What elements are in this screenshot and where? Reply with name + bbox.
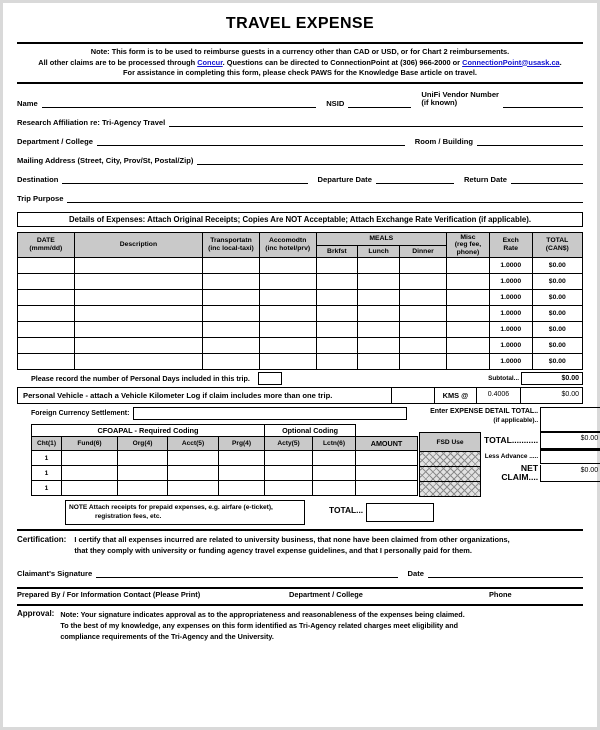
row-department-room [17,134,583,146]
nsid-label: NSID [326,98,345,108]
cell-org[interactable] [118,481,168,496]
claimant-signature-label: Claimant's Signature [17,569,93,579]
th-total-cad-line1: TOTAL [546,237,569,245]
connectionpoint-email-link[interactable]: ConnectionPoint@usask.ca [462,57,560,67]
header-note-line-1: Note: This form is to be used to reimburse guests in a currency other than CAD or USD, or for Chart 2 reimbursements. [90,47,510,56]
approval-line3: compliance requirements of the Tri-Agency and the University. [60,632,274,642]
unifi-vendor-number-label-line2: (if known) [421,98,458,108]
personal-days-label-a: Please record the number of [31,374,131,384]
cell-breakfast[interactable] [316,290,358,306]
unifi-vendor-number-input[interactable] [503,96,583,108]
row-mailing-address [17,153,583,165]
cell-accommodation[interactable] [259,338,316,354]
cell-lunch[interactable] [358,274,400,290]
personal-vehicle-text [17,387,392,404]
prepaid-total-label: TOTAL... [329,505,364,516]
cell-lunch[interactable] [358,322,400,338]
cell-org[interactable] [118,466,168,481]
total-value: $0.00 [540,432,600,449]
personal-days-label-b: included in this trip. [179,374,250,384]
cell-prg[interactable] [219,481,265,496]
nsid-input[interactable] [348,96,411,108]
expense-table-body [18,258,583,370]
th-misc-line2: (reg fee, [454,241,482,249]
header-note-line-3: For assistance in completing this form, please check PAWS for the Knowledge Base article on travel. [123,68,477,77]
expense-detail-total-bold: EXPENSE DETAIL TOTAL [449,408,535,416]
certification-section [17,535,583,556]
cell-accommodation[interactable] [259,274,316,290]
signature-date-input[interactable] [428,566,583,578]
cell-lctn[interactable] [313,451,356,466]
cell-accommodation[interactable] [259,354,316,370]
personal-vehicle-row [17,387,583,404]
th-description: Description [74,232,202,258]
prepared-by-contact-label: Prepared By / For Information Contact (Please Print) [17,590,201,600]
unifi-vendor-number-label-line1: UniFi Vendor Number [421,89,499,99]
expense-detail-total-label-line2: (if applicable).. [493,417,539,425]
certification-line2: that they comply with university or funding agency travel expense guidelines, and that I personally paid for them. [74,545,472,555]
th-amount: AMOUNT [356,437,418,451]
cell-fsd-use [420,482,481,497]
table-row[interactable] [32,481,418,496]
fsd-use-table [419,432,481,497]
cell-dinner[interactable] [399,290,446,306]
mailing-address-input[interactable] [197,153,583,165]
cell-prg[interactable] [219,466,265,481]
approval-body [60,609,464,642]
th-accommodation-line2: (inc hotel/prv) [265,245,311,253]
subtotal-value: $0.00 [521,372,583,385]
total-row [484,432,600,449]
cell-dinner[interactable] [399,274,446,290]
th-acct: Acct(5) [168,437,219,451]
cell-date[interactable] [18,258,75,274]
cell-breakfast[interactable] [316,338,358,354]
personal-vehicle-bold2: Vehicle Kilometer Log [120,391,201,401]
cell-description[interactable] [74,274,202,290]
approval-line1: Note: Your signature indicates approval as to the appropriateness and reasonableness of the expenses being claimed. [60,610,465,620]
certification-heading: Certification: [17,535,67,545]
cell-accommodation[interactable] [259,290,316,306]
cell-dinner[interactable] [399,338,446,354]
cell-description[interactable] [74,338,202,354]
cell-exchange-rate[interactable]: 1.0000 [489,258,532,274]
foreign-currency-input[interactable] [133,407,407,420]
signature-row [17,566,583,578]
expense-detail-total-value[interactable] [540,407,600,432]
cell-fund[interactable] [62,466,118,481]
table-row[interactable] [18,274,583,290]
prepaid-total-value[interactable] [366,503,434,522]
cell-dinner[interactable] [399,306,446,322]
cell-transportation[interactable] [203,290,260,306]
th-dinner: Dinner [399,245,446,258]
cell-dinner[interactable] [399,354,446,370]
cfoapal-column-header-row [32,437,418,451]
th-cfoapal-required-group: CFOAPAL - Required Coding [32,425,265,437]
destination-label: Destination [17,174,59,184]
prepared-by-phone-label: Phone [489,590,512,600]
concur-link[interactable]: Concur [197,57,223,67]
fsd-row [420,467,481,482]
prepared-by-contact[interactable] [17,590,289,599]
personal-vehicle-text2: if claim includes more than one trip. [200,391,333,401]
totals-stack [481,432,600,497]
header-note-line-2-suffix: . [559,57,562,67]
certification-body [74,535,509,556]
prepared-by-department[interactable] [289,590,489,599]
th-transportation-line1: Transportatn [210,237,252,245]
cell-cht[interactable]: 1 [32,481,62,496]
cell-date[interactable] [18,274,75,290]
expense-detail-total-prefix: Enter [430,408,450,416]
cell-transportation[interactable] [203,258,260,274]
subtotal-label: Subtotal... [488,375,519,383]
cell-transportation[interactable] [203,306,260,322]
cell-total: $0.00 [532,274,582,290]
prepared-by-department-label: Department / College [289,590,363,600]
th-prg: Prg(4) [219,437,265,451]
cell-exchange-rate[interactable]: 1.0000 [489,338,532,354]
cell-acct[interactable] [168,466,219,481]
personal-days-label-bold: Personal Days [130,374,180,384]
th-misc-line3: phone) [456,248,480,256]
personal-vehicle-total: $0.00 [521,387,583,404]
department-college-input[interactable] [97,134,405,146]
certification-line1: I certify that all expenses incurred are related to university business, that none have been claimed from other organizations, [74,535,510,545]
departure-date-label: Departure Date [317,174,372,184]
cell-acct[interactable] [168,451,219,466]
cell-description[interactable] [74,306,202,322]
cell-misc[interactable] [447,354,490,370]
foreign-currency-row [17,407,417,420]
expense-table-group-header-row [18,232,583,245]
th-total-cad-line2: (CAN$) [545,245,569,253]
total-label: TOTAL........... [484,435,539,446]
cell-date[interactable] [18,354,75,370]
cell-total: $0.00 [532,306,582,322]
expense-details-table [17,232,583,371]
cell-exchange-rate[interactable]: 1.0000 [489,306,532,322]
cell-misc[interactable] [447,258,490,274]
cell-cht[interactable]: 1 [32,466,62,481]
th-lctn: Lctn(6) [313,437,356,451]
expense-detail-total-row [419,407,600,432]
table-row[interactable] [18,258,583,274]
cell-description[interactable] [74,258,202,274]
cell-date[interactable] [18,306,75,322]
return-date-input[interactable] [511,172,583,184]
name-label: Name [17,98,38,108]
table-row[interactable] [18,290,583,306]
cell-lunch[interactable] [358,354,400,370]
departure-date-input[interactable] [376,172,454,184]
certification-divider [17,529,583,531]
cell-exchange-rate[interactable]: 1.0000 [489,274,532,290]
th-misc [447,232,490,258]
th-fund: Fund(6) [62,437,118,451]
cell-date[interactable] [18,338,75,354]
prepaid-note-line2: registration fees, etc. [95,513,162,521]
cell-breakfast[interactable] [316,354,358,370]
cell-lunch[interactable] [358,258,400,274]
cell-date[interactable] [18,322,75,338]
cell-breakfast[interactable] [316,306,358,322]
th-org: Org(4) [118,437,168,451]
th-accommodation-line1: Accomodtn [268,237,307,245]
prepaid-note-bold: NOTE [69,504,88,512]
mailing-address-label: Mailing Address (Street, City, Prov/St, Postal/Zip) [17,155,194,165]
th-date-line2: (mmm/dd) [29,245,63,253]
trip-purpose-label: Trip Purpose [17,193,64,203]
claimant-signature-input[interactable] [96,566,397,578]
cell-lunch[interactable] [358,306,400,322]
cell-exchange-rate[interactable]: 1.0000 [489,354,532,370]
header-note-line-2 [17,58,583,69]
th-cht: Cht(1) [32,437,62,451]
prepared-by-row [17,589,583,599]
th-lunch: Lunch [358,245,400,258]
cell-exchange-rate[interactable]: 1.0000 [489,290,532,306]
th-exchange-rate-line1: Exch [502,237,519,245]
th-exchange-rate-line2: Rate [503,245,519,253]
fsd-header-row [420,433,481,452]
personal-days-row [17,372,583,385]
cell-misc[interactable] [447,274,490,290]
th-transportation [203,232,260,258]
personal-vehicle-bold1: Personal Vehicle [23,391,84,401]
foreign-currency-label: Foreign Currency Settlement: [31,410,130,418]
th-breakfast: Brkfst [316,245,358,258]
cell-description[interactable] [74,322,202,338]
cell-dinner[interactable] [399,322,446,338]
cell-total: $0.00 [532,290,582,306]
table-row[interactable] [18,322,583,338]
signature-date-label: Date [407,569,424,579]
th-accommodation [259,232,316,258]
fsd-and-totals-block [419,432,600,497]
room-building-label: Room / Building [414,136,473,146]
lower-section [17,407,599,497]
details-of-expenses-banner: Details of Expenses: Attach Original Receipts; Copies Are NOT Acceptable; Attach Exchange Rate Verification (if applicable). [17,212,583,227]
cell-cht[interactable]: 1 [32,451,62,466]
trip-purpose-input[interactable] [67,191,583,203]
approval-divider [17,604,583,606]
less-advance-row [484,449,600,464]
th-fsd-use: FSD Use [420,433,481,452]
expense-detail-total-dots: .. [534,408,539,416]
th-transportation-line2: (inc local-taxi) [208,245,254,253]
th-optional-coding-group: Optional Coding [265,425,356,437]
prepaid-note-box [65,500,305,525]
table-row[interactable] [18,354,583,370]
cell-amount[interactable] [356,481,418,496]
cell-misc[interactable] [447,322,490,338]
approval-line2: To the best of my knowledge, any expenses on this form identified as Tri-Agency related charges meet eligibility and [60,621,459,631]
personal-days-label [17,372,250,385]
cell-amount[interactable] [356,466,418,481]
cell-amount[interactable] [356,451,418,466]
coding-section [17,407,417,497]
room-building-input[interactable] [477,134,583,146]
personal-vehicle-text1: - attach a [83,391,121,401]
cell-acty[interactable] [265,481,313,496]
cell-accommodation[interactable] [259,258,316,274]
th-date-line1: DATE [36,237,55,245]
prepaid-note-line1-text: Attach receipts for prepaid expenses, e.g. airfare (e-ticket), [87,504,273,512]
less-advance-label: Less Advance ..... [484,453,539,461]
cell-total: $0.00 [532,258,582,274]
cell-misc[interactable] [447,290,490,306]
row-research-affiliation [17,115,583,127]
kms-rate-value: 0.4006 [477,387,521,404]
net-claim-row [484,464,600,482]
row-destination-dates [17,172,583,184]
row-name-nsid-unifi [17,91,583,108]
cell-acty[interactable] [265,451,313,466]
table-row[interactable] [18,306,583,322]
th-misc-line1: Misc [460,233,476,241]
cell-breakfast[interactable] [316,258,358,274]
cell-fund[interactable] [62,481,118,496]
less-advance-value[interactable] [540,449,600,464]
expense-detail-total-label-line1 [419,407,538,416]
cell-breakfast[interactable] [316,322,358,338]
kms-label: KMS @ [435,387,477,404]
th-exchange-rate [489,232,532,258]
cell-transportation[interactable] [203,338,260,354]
th-empty-spacer [356,425,418,437]
cell-exchange-rate[interactable]: 1.0000 [489,322,532,338]
fsd-row [420,452,481,467]
return-date-label: Return Date [463,174,507,184]
cell-total: $0.00 [532,322,582,338]
cell-fund[interactable] [62,451,118,466]
table-row[interactable] [18,338,583,354]
page-title: TRAVEL EXPENSE [225,15,375,32]
cell-fsd-use [420,452,481,467]
cell-acct[interactable] [168,481,219,496]
cell-total: $0.00 [532,338,582,354]
cell-misc[interactable] [447,338,490,354]
approval-heading: Approval: [17,609,55,619]
cfoapal-group-header-row [32,425,418,437]
cell-acty[interactable] [265,466,313,481]
approval-section [17,609,583,642]
net-claim-value: $0.00 [540,465,600,482]
cell-lunch[interactable] [358,290,400,306]
cell-lctn[interactable] [313,466,356,481]
totals-panel [417,407,600,497]
row-trip-purpose [17,191,583,203]
name-input[interactable] [42,96,317,108]
personal-vehicle-kms-input[interactable] [392,387,435,404]
cell-prg[interactable] [219,451,265,466]
research-affiliation-label: Research Affiliation re: Tri-Agency Travel [17,117,166,127]
cell-transportation[interactable] [203,354,260,370]
prepared-by-phone[interactable] [489,590,583,599]
cell-description[interactable] [74,290,202,306]
cell-lctn[interactable] [313,481,356,496]
cell-misc[interactable] [447,306,490,322]
header-note [17,44,583,82]
research-affiliation-input[interactable] [169,115,583,127]
cell-accommodation[interactable] [259,306,316,322]
note-divider [17,82,583,84]
net-claim-label: NET CLAIM.... [501,463,539,483]
destination-input[interactable] [62,172,307,184]
prepaid-note-row [17,500,583,525]
th-acty: Acty(5) [265,437,313,451]
cell-transportation[interactable] [203,322,260,338]
prepaid-note-line1 [69,503,299,512]
th-meals-group: MEALS [316,232,447,245]
th-date [18,232,75,258]
expense-detail-total-label [419,407,540,425]
department-college-label: Department / College [17,136,93,146]
th-total-cad [532,232,582,258]
cell-transportation[interactable] [203,274,260,290]
cell-description[interactable] [74,354,202,370]
cell-fsd-use [420,467,481,482]
personal-days-input[interactable] [258,372,282,385]
fsd-row [420,482,481,497]
cfoapal-table [31,424,418,496]
table-row[interactable] [32,466,418,481]
cell-org[interactable] [118,451,168,466]
unifi-vendor-number-label [421,91,503,108]
table-row[interactable] [32,451,418,466]
cell-lunch[interactable] [358,338,400,354]
cell-date[interactable] [18,290,75,306]
cell-total: $0.00 [532,354,582,370]
cell-accommodation[interactable] [259,322,316,338]
cell-dinner[interactable] [399,258,446,274]
header-note-line-2-prefix: All other claims are to be processed through [38,57,198,67]
header-note-line-2-mid: . Questions can be directed to ConnectionPoint at (306) 966-2000 or [222,57,463,67]
cell-breakfast[interactable] [316,274,358,290]
cfoapal-table-body [32,451,418,496]
fsd-use-column [419,432,481,497]
